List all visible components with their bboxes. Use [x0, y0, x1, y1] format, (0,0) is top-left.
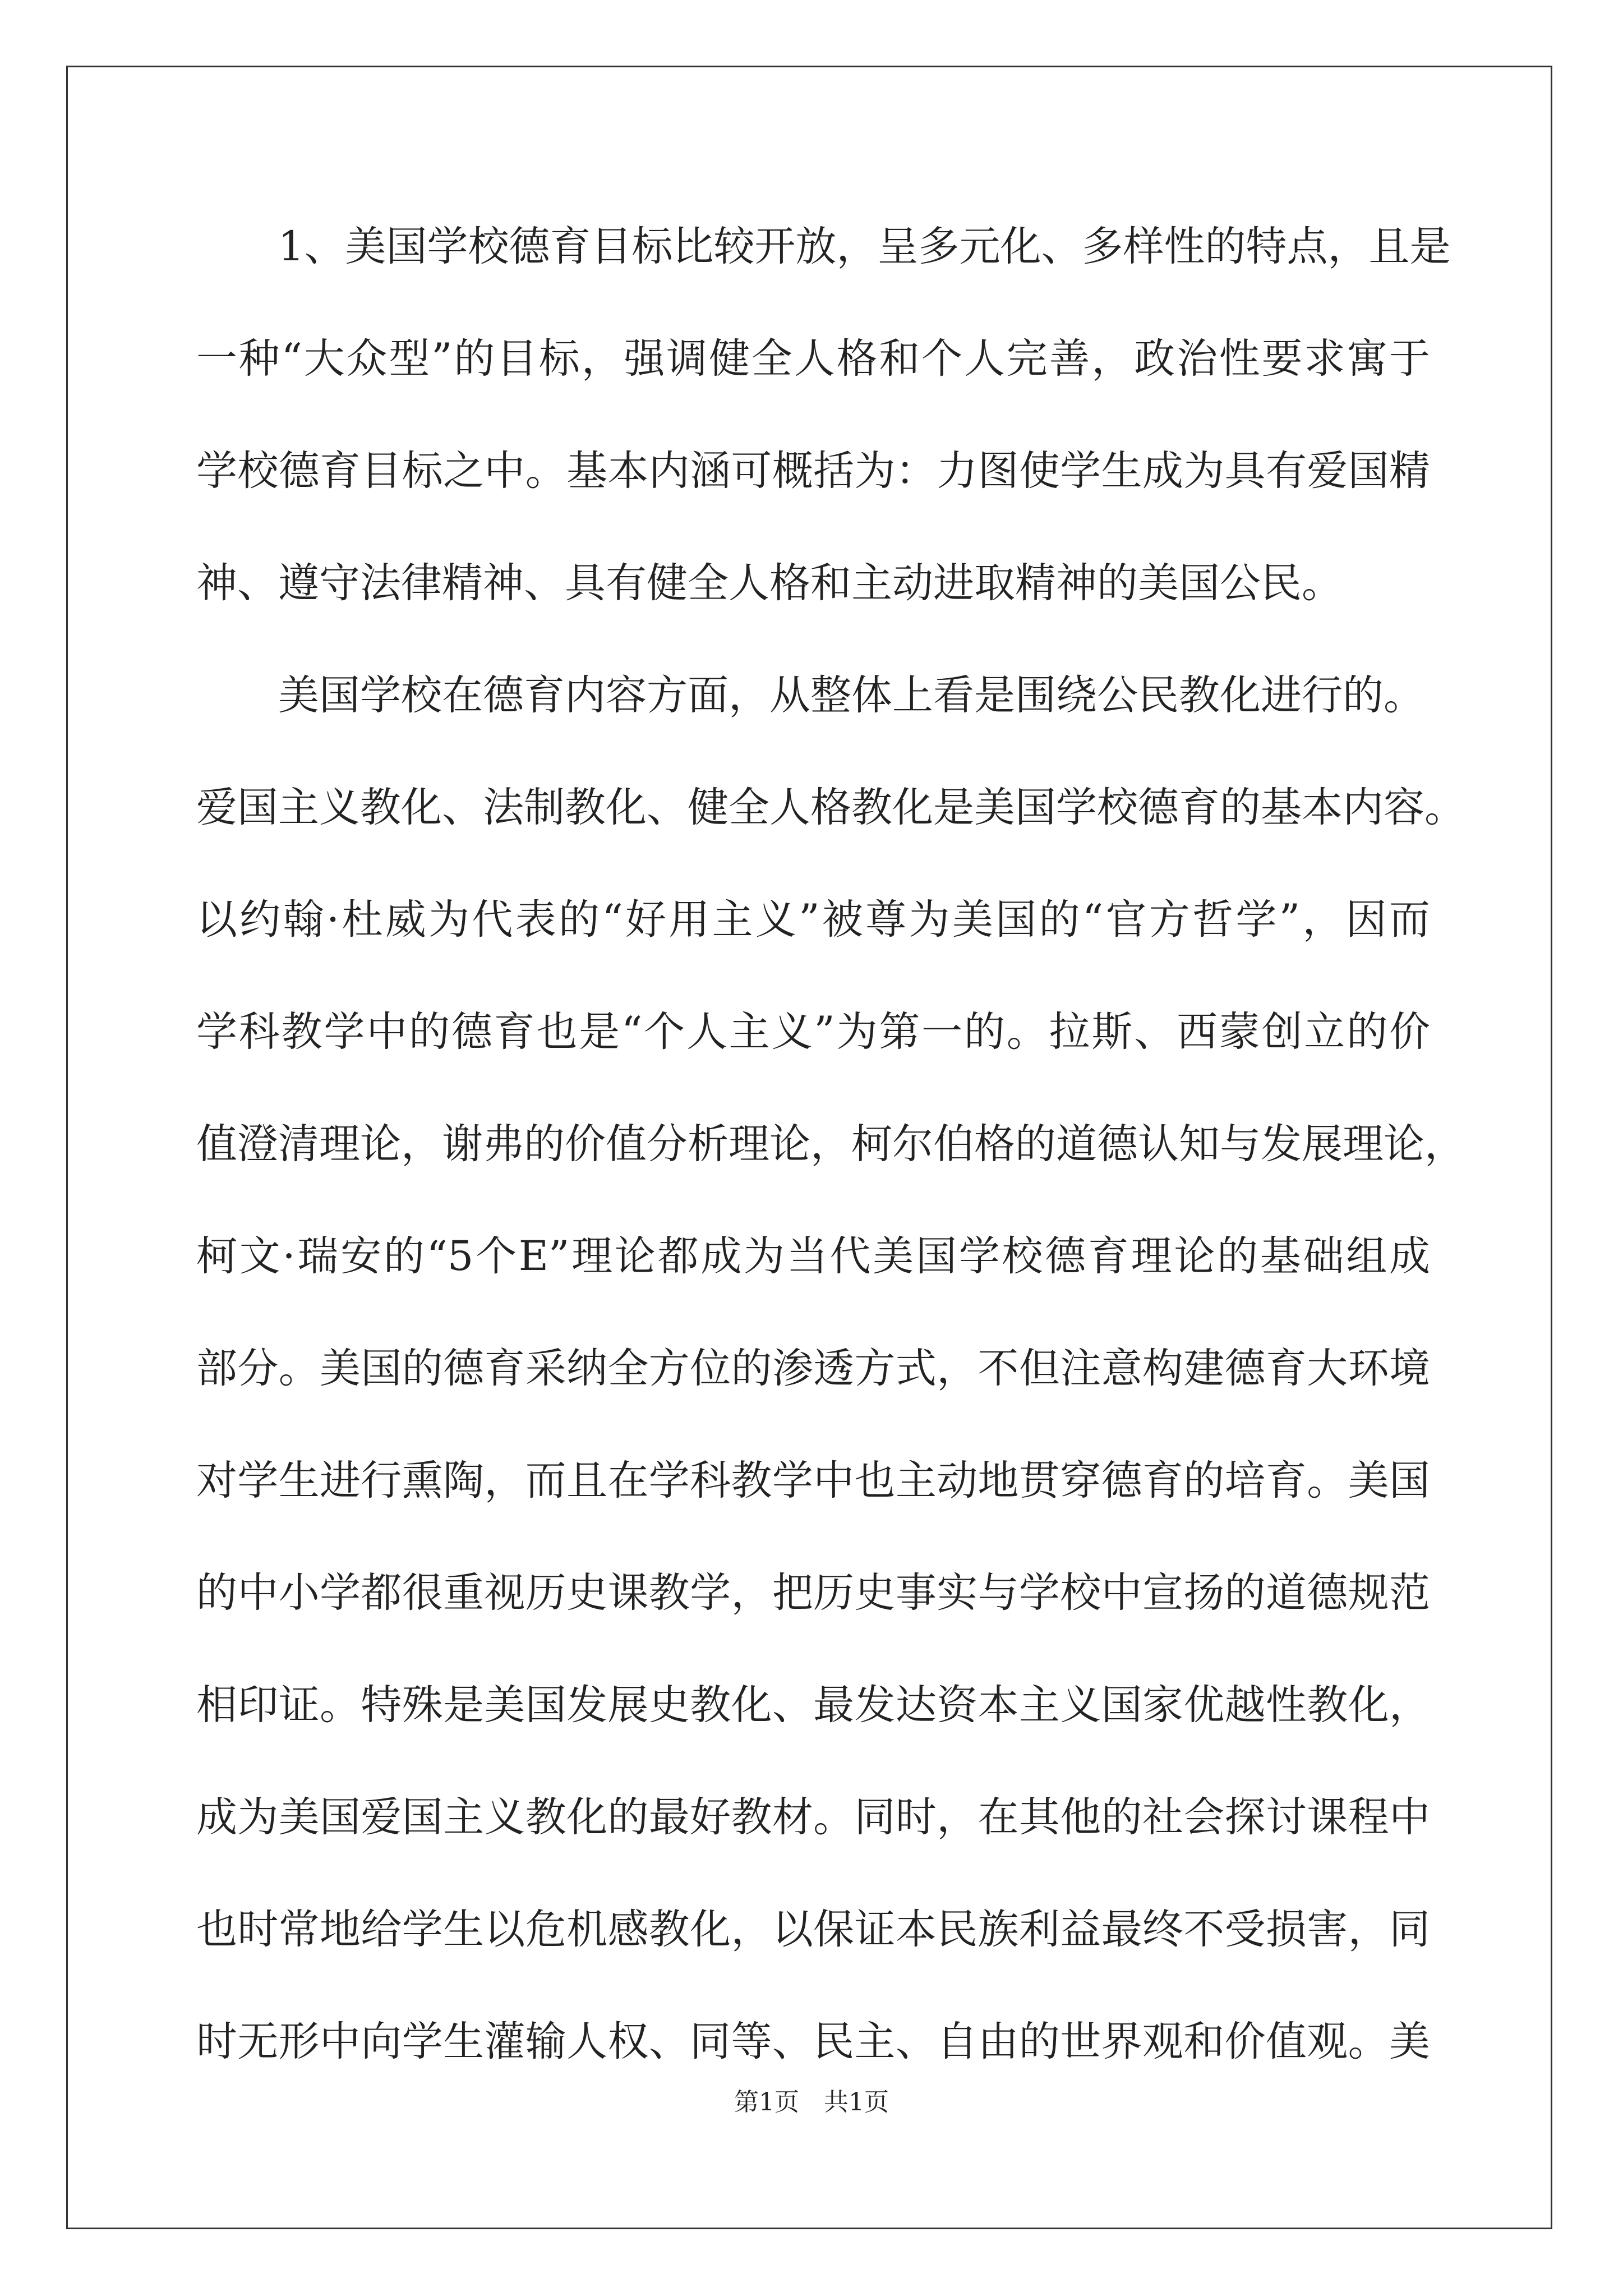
text-line: 以约翰·杜威为代表的“好用主义”被尊为美国的“官方哲学”，因而 — [196, 896, 1430, 944]
text-line: 爱国主义教化、法制教化、健全人格教化是美国学校德育的基本内容。 — [196, 784, 1465, 831]
text-line: 的中小学都很重视历史课教学，把历史事实与学校中宣扬的道德规范 — [196, 1569, 1430, 1617]
text-line: 一种“大众型”的目标，强调健全人格和个人完善，政治性要求寓于 — [196, 335, 1430, 383]
text-line: 部分。美国的德育采纳全方位的渗透方式，不但注意构建德育大环境 — [196, 1345, 1430, 1392]
text-line: 成为美国爱国主义教化的最好教材。同时，在其他的社会探讨课程中 — [196, 1793, 1430, 1841]
text-line: 相印证。特殊是美国发展史教化、最发达资本主义国家优越性教化， — [196, 1681, 1430, 1729]
text-line: 时无形中向学生灌输人权、同等、民主、自由的世界观和价值观。美 — [196, 2018, 1430, 2065]
page-number-footer: 第1页 共1页 — [734, 2088, 889, 2116]
text-line: 1、美国学校德育目标比较开放，呈多元化、多样性的特点，且是 — [196, 223, 1451, 270]
text-line: 神、遵守法律精神、具有健全人格和主动进取精神的美国公民。 — [196, 559, 1343, 607]
text-line: 值澄清理论，谢弗的价值分析理论，柯尔伯格的道德认知与发展理论， — [196, 1120, 1465, 1168]
text-line: 柯文·瑞安的“5个E”理论都成为当代美国学校德育理论的基础组成 — [196, 1232, 1430, 1280]
text-line: 也时常地给学生以危机感教化，以保证本民族利益最终不受损害，同 — [196, 1906, 1430, 1953]
text-line: 学科教学中的德育也是“个人主义”为第一的。拉斯、西蒙创立的价 — [196, 1008, 1430, 1056]
text-line: 美国学校在德育内容方面，从整体上看是围绕公民教化进行的。 — [196, 671, 1424, 719]
text-line: 对学生进行熏陶，而且在学科教学中也主动地贯穿德育的培育。美国 — [196, 1457, 1430, 1504]
text-line: 学校德育目标之中。基本内涵可概括为：力图使学生成为具有爱国精 — [196, 447, 1430, 495]
